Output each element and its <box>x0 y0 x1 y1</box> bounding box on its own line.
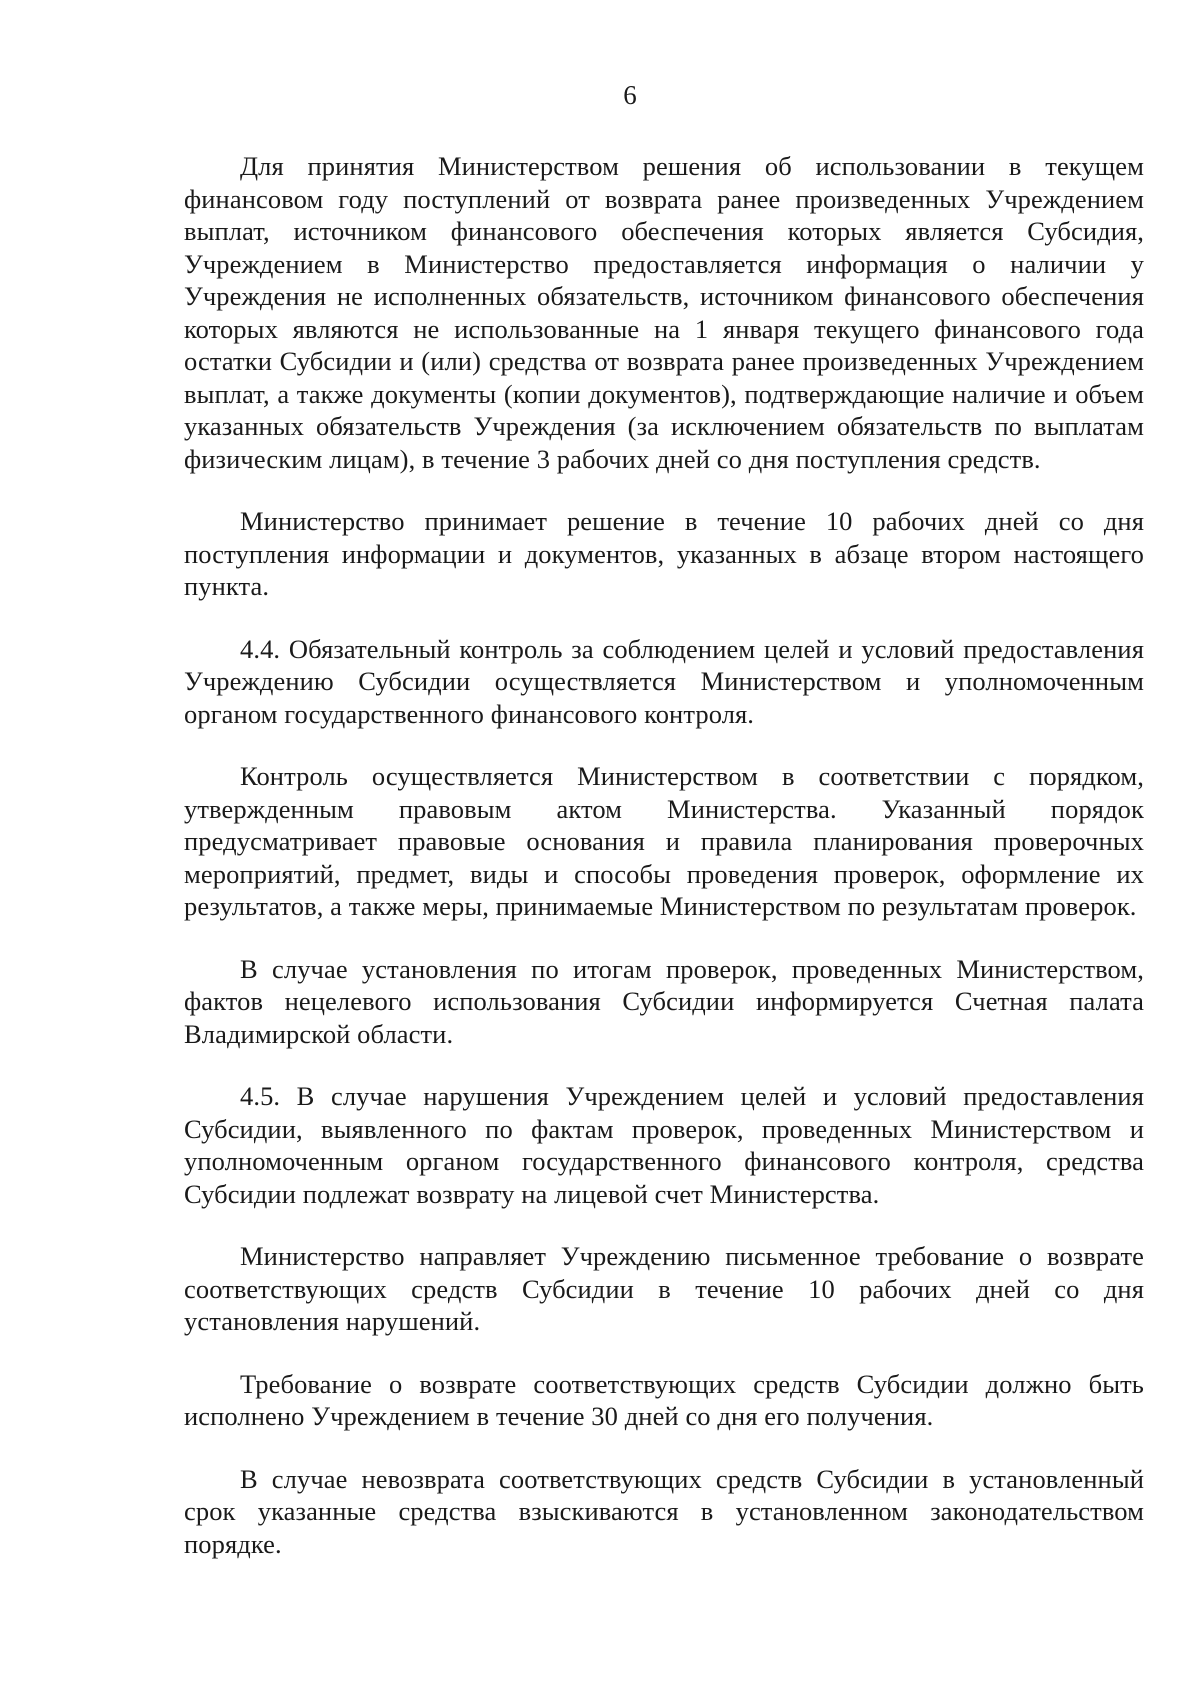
document-body <box>184 150 1144 1590</box>
paragraph-return-request: Министерство направляет Учреждению письменное требование о возврате соответствующих средств Субсидии в течение 10 рабочих дней со дня установления нарушений. <box>184 1241 1144 1336</box>
paragraph-4-4-mandatory-control: 4.4. Обязательный контроль за соблюдением целей и условий предоставления Учреждению Субсидии осуществляется Министерством и уполномоченным органом государственного финансового контроля. <box>184 633 1144 729</box>
paragraph-recovery: В случае невозврата соответствующих средств Субсидии в установленный срок указанные средства взыскиваются в установленном законодательством порядке. <box>184 1463 1144 1559</box>
paragraph-subsidy-decision-info: Для принятия Министерством решения об использовании в текущем финансовом году поступлений от возврата ранее произведенных Учреждением выплат, источником финансового обеспечения которых является Субсидия, Учреждением в Министерство предоставляется информация о наличии у Учреждения не исполненных обязательств, источником финансового обеспечения которых являются не использованные на 1 января текущего финансового года остатки Субсидии и (или) средства от возврата ранее произведенных Учреждением выплат, а также документы (копии документов), подтверждающие наличие и объем указанных обязательств Учреждения (за исключением обязательств по выплатам физическим лицам), в течение 3 рабочих дней со дня поступления средств. <box>184 151 1144 474</box>
paragraph-4-5-violation-return: 4.5. В случае нарушения Учреждением целей и условий предоставления Субсидии, выявленного по фактам проверок, проведенных Министерством и уполномоченным органом государственного финансового контроля, средства Субсидии подлежат возврату на лицевой счет Министерства. <box>184 1081 1144 1209</box>
paragraph-misuse-notification: В случае установления по итогам проверок, проведенных Министерством, фактов нецелевого использования Субсидии информируется Счетная палата Владимирской области. <box>184 953 1144 1049</box>
paragraph-request-fulfillment: Требование о возврате соответствующих средств Субсидии должно быть исполнено Учреждением в течение 30 дней со дня его получения. <box>184 1368 1144 1431</box>
paragraph-control-procedure: Контроль осуществляется Министерством в соответствии с порядком, утвержденным правовым актом Министерства. Указанный порядок предусматривает правовые основания и правила планирования проверочных мероприятий, предмет, виды и способы проведения проверок, оформление их результатов, а также меры, принимаемые Министерством по результатам проверок. <box>184 761 1144 921</box>
page-number: 6 <box>623 80 637 110</box>
paragraph-decision-term: Министерство принимает решение в течение 10 рабочих дней со дня поступления информации и документов, указанных в абзаце втором настоящего пункта. <box>184 506 1144 601</box>
